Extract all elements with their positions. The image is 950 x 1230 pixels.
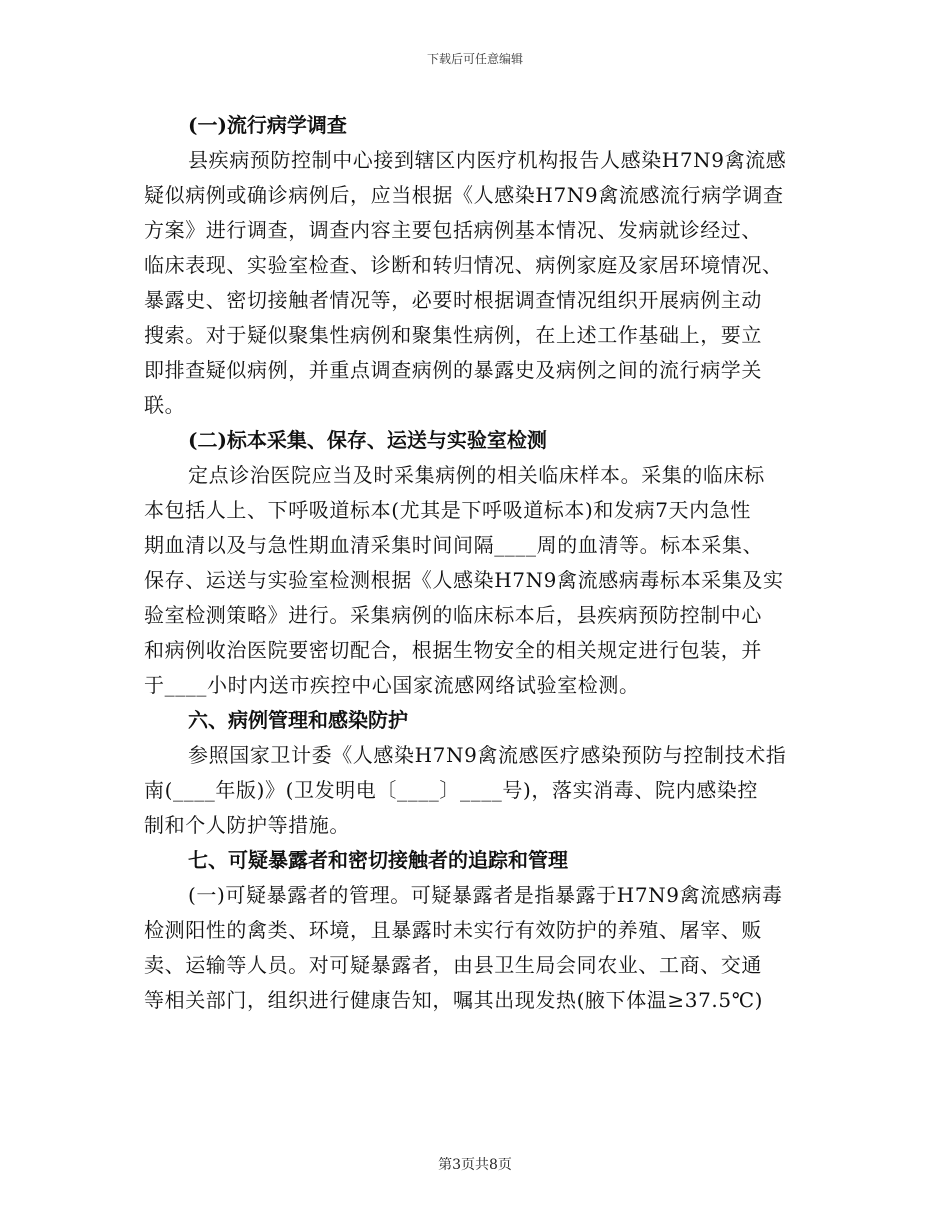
section-heading-specimen: (二)标本采集、保存、运送与实验室检测 [188, 428, 547, 452]
text-line: 县疾病预防控制中心接到辖区内医疗机构报告人感染H7N9禽流感 [188, 148, 787, 172]
text-line: 于____小时内送市疾控中心国家流感网络试验室检测。 [144, 673, 640, 697]
text-line: 和病例收治医院要密切配合，根据生物安全的相关规定进行包装，并 [144, 638, 762, 662]
text-line: 南(____年版)》(卫发明电〔____〕____号)，落实消毒、院内感染控 [144, 778, 759, 802]
text-line: 临床表现、实验室检查、诊断和转归情况、病例家庭及家居环境情况、 [144, 253, 783, 277]
text-line: 制和个人防护等措施。 [144, 813, 350, 837]
text-line: 联。 [144, 393, 186, 417]
page-header: 下载后可任意编辑 [426, 52, 523, 66]
text-line: 疑似病例或确诊病例后，应当根据《人感染H7N9禽流感流行病学调查 [144, 183, 784, 207]
text-line: 即排查疑似病例，并重点调查病例的暴露史及病例之间的流行病学关 [144, 358, 762, 382]
text-line: 保存、运送与实验室检测根据《人感染H7N9禽流感病毒标本采集及实 [144, 568, 784, 592]
section-heading-case-management: 六、病例管理和感染防护 [188, 708, 408, 732]
text-line: 暴露史、密切接触者情况等，必要时根据调查情况组织开展病例主动 [144, 288, 762, 312]
text-line: 定点诊治医院应当及时采集病例的相关临床样本。采集的临床标 [188, 463, 765, 487]
paragraph-epidemiology [144, 143, 804, 423]
text-line: 期血清以及与急性期血清采集时间间隔____周的血清等。标本采集、 [144, 533, 764, 557]
section-heading-contact-tracing: 七、可疑暴露者和密切接触者的追踪和管理 [188, 848, 568, 872]
text-line: 搜索。对于疑似聚集性病例和聚集性病例，在上述工作基础上，要立 [144, 323, 762, 347]
section-heading-epidemiology: (一)流行病学调查 [188, 113, 347, 137]
text-line: 方案》进行调查，调查内容主要包括病例基本情况、发病就诊经过、 [144, 218, 762, 242]
text-line: 等相关部门，组织进行健康告知，嘱其出现发热(腋下体温≥37.5℃) [144, 988, 764, 1012]
text-line: 检测阳性的禽类、环境，且暴露时未实行有效防护的养殖、屠宰、贩 [144, 918, 762, 942]
page-footer: 第3页共8页 [438, 1157, 512, 1173]
text-line: 卖、运输等人员。对可疑暴露者，由县卫生局会同农业、工商、交通 [144, 953, 762, 977]
text-line: 本包括人上、下呼吸道标本(尤其是下呼吸道标本)和发病7天内急性 [144, 498, 751, 522]
paragraph-contact-tracing [144, 878, 804, 1018]
document-body [144, 108, 804, 1018]
paragraph-specimen [144, 458, 804, 703]
text-line: 验室检测策略》进行。采集病例的临床标本后，县疾病预防控制中心 [144, 603, 762, 627]
paragraph-case-management [144, 738, 804, 843]
text-line: (一)可疑暴露者的管理。可疑暴露者是指暴露于H7N9禽流感病毒 [188, 883, 783, 907]
text-line: 参照国家卫计委《人感染H7N9禽流感医疗感染预防与控制技术指 [188, 743, 787, 767]
